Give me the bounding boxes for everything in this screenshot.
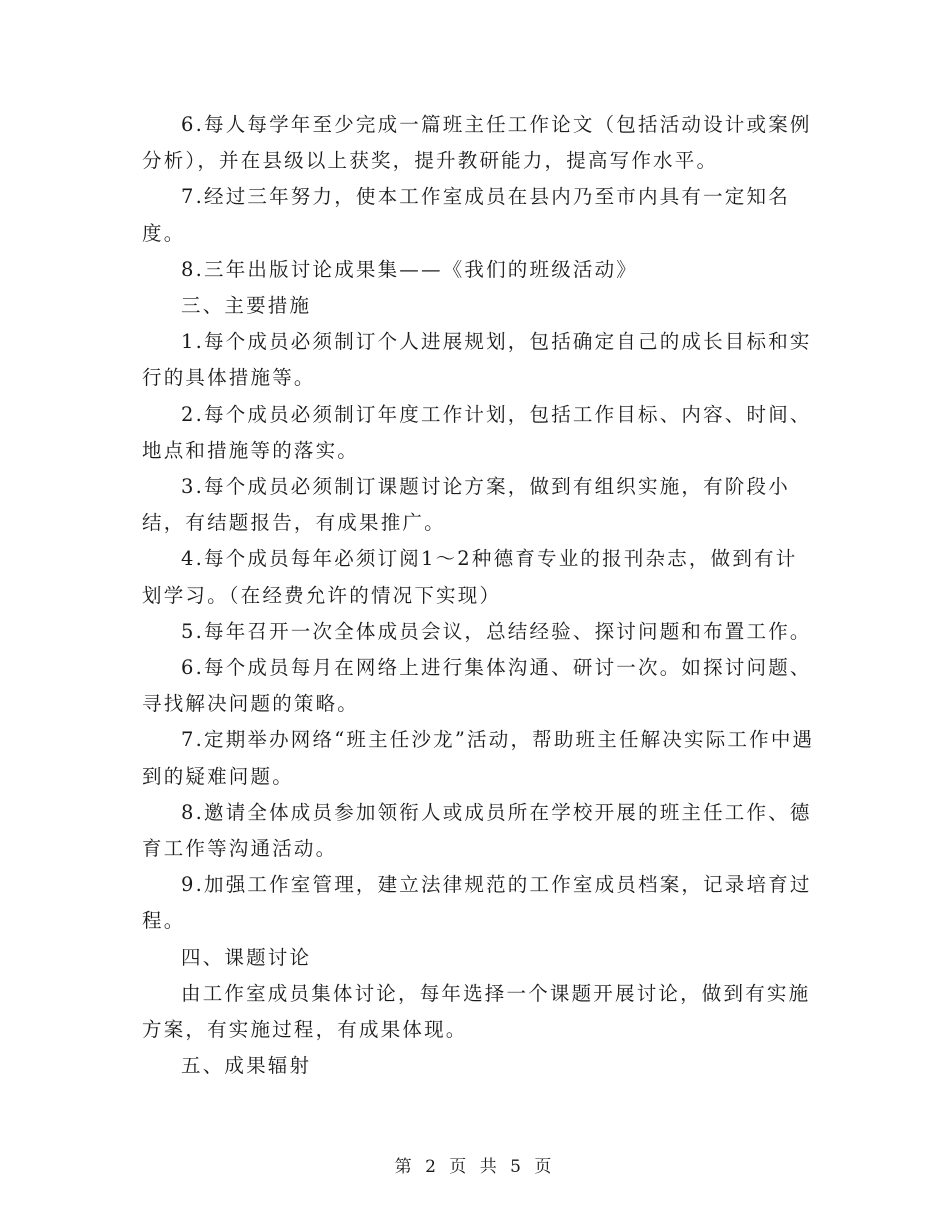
- page-number-footer: 第 2 页 共 5 页: [394, 1157, 556, 1177]
- paragraph-measure-4: 4.每个成员每年必须订阅1～2种德育专业的报刊杂志，做到有计划学习。（在经费允许的情况下实现）: [142, 547, 798, 607]
- paragraph-measure-8: 8.邀请全体成员参加领衔人或成员所在学校开展的班主任工作、德育工作等沟通活动。: [142, 800, 812, 861]
- section-heading-research: 四、课题讨论: [181, 945, 312, 969]
- section-heading-outcomes: 五、成果辐射: [181, 1054, 312, 1078]
- paragraph-measure-2: 2.每个成员必须制订年度工作计划，包括工作目标、内容、时间、地点和措施等的落实。: [142, 402, 812, 462]
- paragraph-item-7-reputation: 7.经过三年努力，使本工作室成员在县内乃至市内具有一定知名度。: [142, 185, 790, 245]
- section-heading-measures: 三、主要措施: [181, 294, 312, 318]
- paragraph-measure-7: 7.定期举办网络“班主任沙龙”活动，帮助班主任解决实际工作中遇到的疑难问题。: [142, 728, 815, 788]
- paragraph-research: 由工作室成员集体讨论，每年选择一个课题开展讨论，做到有实施方案，有实施过程，有成果体现。: [142, 981, 811, 1042]
- paragraph-measure-5: 5.每年召开一次全体成员会议，总结经验、探讨问题和布置工作。: [181, 619, 812, 643]
- paragraph-measure-6: 6.每个成员每月在网络上进行集体沟通、研讨一次。如探讨问题、寻找解决问题的策略。: [142, 656, 812, 716]
- document-body: [142, 107, 818, 1084]
- paragraph-measure-9: 9.加强工作室管理，建立法律规范的工作室成员档案，记录培育过程。: [142, 873, 812, 933]
- paragraph-measure-1: 1.每个成员必须制订个人进展规划，包括确定自己的成长目标和实行的具体措施等。: [142, 330, 812, 390]
- paragraph-measure-3: 3.每个成员必须制订课题讨论方案，做到有组织实施，有阶段小结，有结题报告，有成果推广。: [142, 475, 790, 535]
- paragraph-item-6-paper: 6.每人每学年至少完成一篇班主任工作论文（包括活动设计或案例分析），并在县级以上获奖，提升教研能力，提高写作水平。: [142, 113, 812, 173]
- paragraph-item-8-publication: 8.三年出版讨论成果集——《我们的班级活动》: [181, 257, 639, 281]
